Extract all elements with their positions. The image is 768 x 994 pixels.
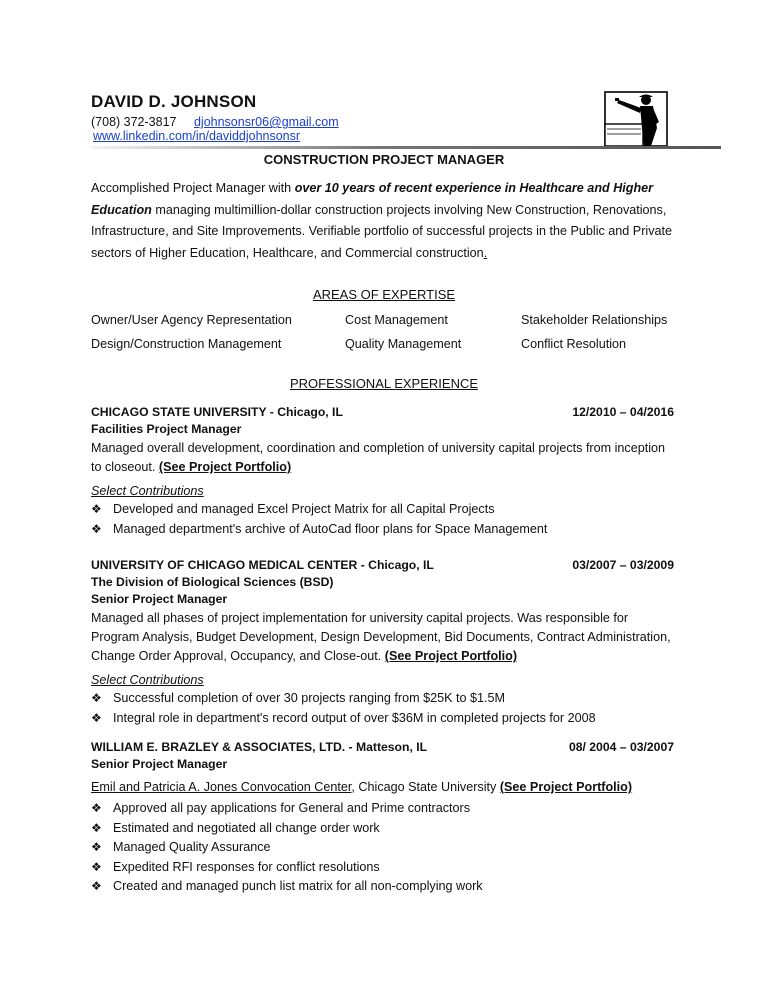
- summary-rest: managing multimillion-dollar construction projects involving New Construction, Renovations, Infrastructure, and Site Improvements. Verifiable portfolio of successful projects in the Public and Private sectors of Higher Education, Healthcare, and Commercial construction: [91, 202, 672, 260]
- list-item-text: Approved all pay applications for General and Prime contractors: [113, 801, 471, 815]
- contributions-label: Select Contributions: [91, 484, 204, 498]
- job-entry: [91, 403, 674, 539]
- list-item: [91, 799, 674, 819]
- diamond-bullet-icon: ❖: [91, 710, 102, 725]
- list-item-text: Expedited RFI responses for conflict resolutions: [113, 859, 380, 874]
- list-item-text: Managed department's archive of AutoCad floor plans for Space Management: [113, 521, 548, 536]
- job-entry: [91, 556, 674, 728]
- linkedin-link[interactable]: www.linkedin.com/in/daviddjohnsonsr: [93, 129, 301, 143]
- list-item: [91, 819, 674, 839]
- summary-emphasis: over 10 years of recent experience in Healthcare and Higher Education: [91, 181, 654, 217]
- email-link[interactable]: djohnsonsr06@gmail.com: [193, 115, 339, 129]
- linkedin-line: [93, 129, 300, 143]
- expertise-item: Stakeholder Relationships: [521, 313, 668, 327]
- list-item: [91, 858, 674, 878]
- list-item: [91, 500, 674, 520]
- experience-heading: PROFESSIONAL EXPERIENCE: [289, 376, 479, 391]
- diamond-bullet-icon: ❖: [91, 879, 102, 893]
- list-item-text: Developed and managed Excel Project Matrix for all Capital Projects: [113, 502, 495, 516]
- summary-paragraph: [91, 178, 681, 264]
- list-item-text: Created and managed punch list matrix for all non-complying work: [113, 879, 483, 893]
- contributions-list: [91, 689, 674, 728]
- job-entry: [91, 738, 674, 897]
- list-item: [91, 520, 674, 540]
- job-division: The Division of Biological Sciences (BSD): [91, 575, 334, 589]
- job-organization: UNIVERSITY OF CHICAGO MEDICAL CENTER - Chicago, IL: [91, 558, 434, 572]
- list-item: [91, 877, 674, 897]
- contributions-label: Select Contributions: [91, 673, 204, 687]
- job-organization: WILLIAM E. BRAZLEY & ASSOCIATES, LTD. - Matteson, IL: [91, 740, 428, 754]
- job-description: [91, 609, 674, 666]
- expertise-item: Design/Construction Management: [91, 337, 282, 351]
- expertise-item: Cost Management: [345, 313, 448, 327]
- expertise-item: Quality Management: [345, 337, 462, 351]
- job-role: Senior Project Manager: [91, 757, 228, 771]
- expertise-item: Conflict Resolution: [521, 337, 626, 351]
- list-item: [91, 838, 674, 858]
- list-item-text: Successful completion of over 30 projects ranging from $25K to $1.5M: [113, 691, 506, 705]
- diamond-bullet-icon: ❖: [91, 521, 102, 536]
- contributions-list: [91, 799, 674, 897]
- portfolio-link[interactable]: (See Project Portfolio): [158, 460, 292, 474]
- header-divider: [91, 146, 721, 149]
- expertise-item: Owner/User Agency Representation: [91, 313, 292, 327]
- job-role: Senior Project Manager: [91, 592, 228, 606]
- contributions-list: [91, 500, 674, 539]
- construction-manager-figure-icon: [595, 88, 673, 150]
- job-dates: 12/2010 – 04/2016: [572, 405, 674, 419]
- list-item-text: Managed Quality Assurance: [113, 840, 271, 854]
- project-location: , Chicago State University: [351, 780, 500, 794]
- diamond-bullet-icon: ❖: [91, 691, 102, 705]
- job-description-text: Managed all phases of project implementation for university capital projects. Was responsible for Program Analysis, Budget Development, Design Development, Bid Documents, Contract Administration, Change Order Approval, Occupancy, and Close-out.: [91, 611, 671, 663]
- list-item: [91, 689, 674, 709]
- job-description-text: Managed overall development, coordination and completion of university capital projects from inception to closeout.: [91, 441, 666, 474]
- list-item-text: Estimated and negotiated all change order work: [113, 820, 380, 835]
- job-project-line: [91, 778, 674, 797]
- resume-title: CONSTRUCTION PROJECT MANAGER: [263, 152, 505, 167]
- list-item: [91, 709, 674, 729]
- job-role: Facilities Project Manager: [91, 422, 242, 436]
- phone-number: (708) 372-3817: [91, 115, 177, 129]
- job-dates: 03/2007 – 03/2009: [572, 558, 674, 572]
- diamond-bullet-icon: ❖: [91, 840, 102, 854]
- diamond-bullet-icon: ❖: [91, 820, 102, 835]
- project-name: Emil and Patricia A. Jones Convocation Center: [91, 780, 352, 794]
- job-description: [91, 439, 674, 477]
- summary-intro: Accomplished Project Manager with: [91, 181, 295, 195]
- portfolio-link[interactable]: (See Project Portfolio): [499, 780, 633, 794]
- expertise-heading: AREAS OF EXPERTISE: [312, 287, 456, 302]
- job-organization: CHICAGO STATE UNIVERSITY - Chicago, IL: [91, 405, 343, 419]
- summary-end: .: [483, 245, 488, 260]
- diamond-bullet-icon: ❖: [91, 502, 102, 516]
- portfolio-link[interactable]: (See Project Portfolio): [384, 649, 518, 663]
- job-dates: 08/ 2004 – 03/2007: [568, 740, 674, 754]
- list-item-text: Integral role in department's record output of over $36M in completed projects for 2008: [113, 710, 596, 725]
- diamond-bullet-icon: ❖: [91, 859, 102, 874]
- candidate-name: DAVID D. JOHNSON: [91, 92, 257, 111]
- contact-line: [91, 115, 339, 129]
- diamond-bullet-icon: ❖: [91, 801, 102, 815]
